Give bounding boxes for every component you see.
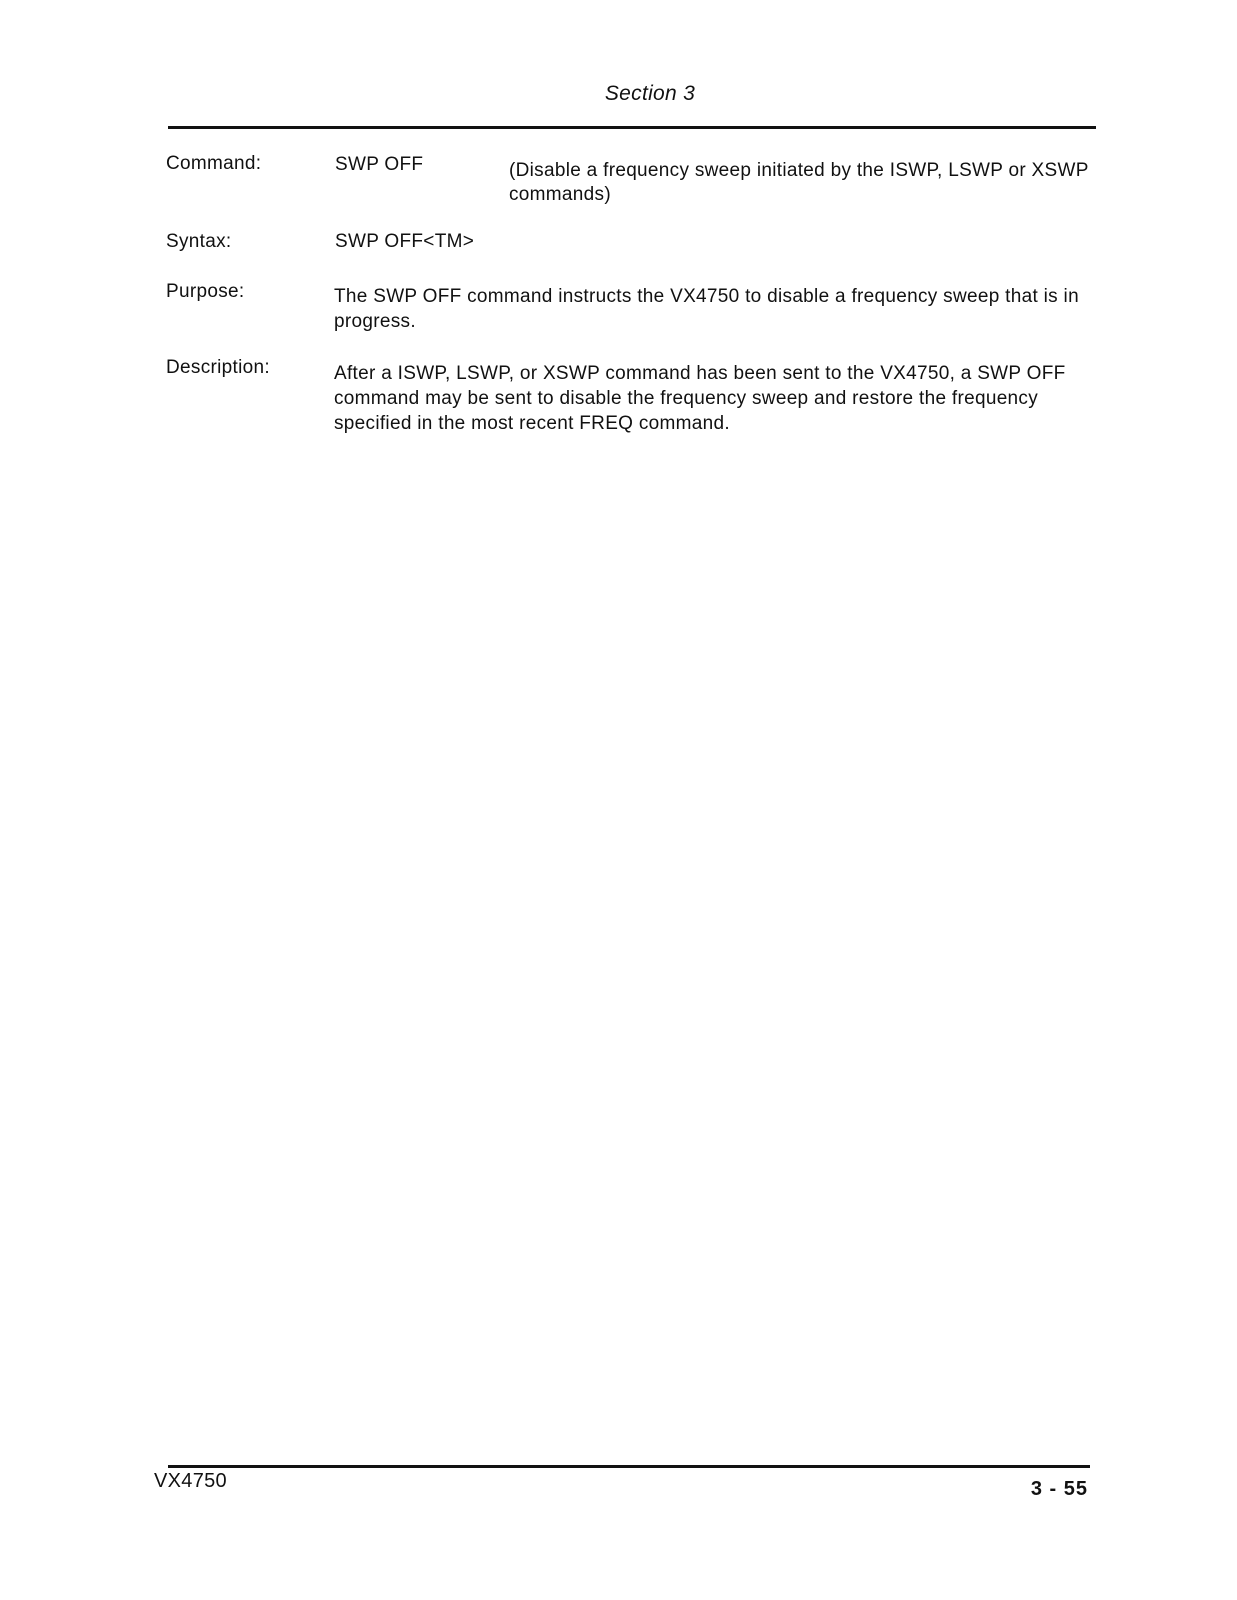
syntax-label: Syntax: xyxy=(166,231,232,252)
footer-product: VX4750 xyxy=(154,1470,227,1492)
purpose-label: Purpose: xyxy=(166,281,245,302)
header-rule xyxy=(168,126,1096,129)
purpose-text: The SWP OFF command instructs the VX4750 to disable a frequency sweep that is in progress. xyxy=(334,286,1079,332)
command-note: (Disable a frequency sweep initiated by the ISWP, LSWP or XSWP commands) xyxy=(509,160,1089,205)
syntax-value: SWP OFF<TM> xyxy=(335,231,475,252)
footer-rule xyxy=(168,1465,1090,1468)
section-title: Section 3 xyxy=(604,82,696,105)
command-value: SWP OFF xyxy=(335,154,424,175)
page-number: 3 - 55 xyxy=(1030,1478,1088,1500)
description-label: Description: xyxy=(166,357,270,378)
description-text: After a ISWP, LSWP, or XSWP command has been sent to the VX4750, a SWP OFF command may be sent to disable the frequency sweep and restore the frequency specified in the most recent FREQ command. xyxy=(334,363,1066,434)
command-label: Command: xyxy=(166,153,262,174)
